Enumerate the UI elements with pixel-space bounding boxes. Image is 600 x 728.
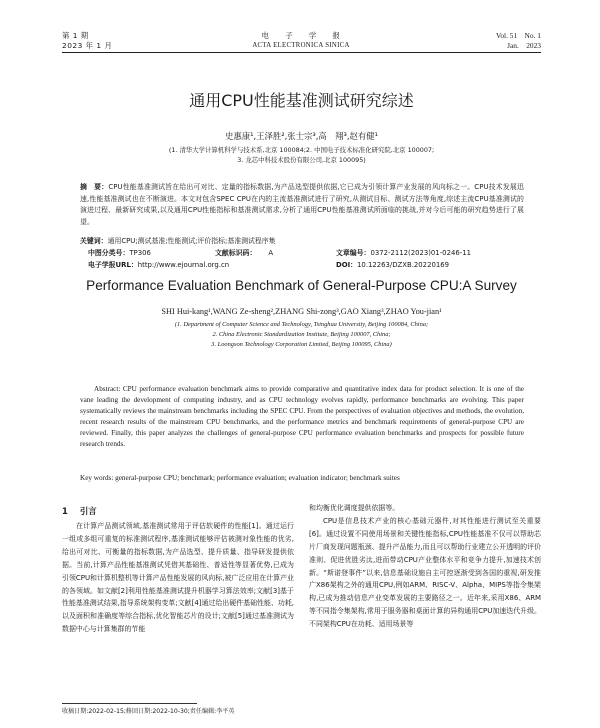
- paper-title-cn: 通用CPU性能基准测试研究综述: [189, 91, 414, 110]
- issue-number: 第 1 期: [62, 31, 89, 40]
- keywords-cn: [80, 236, 276, 246]
- doi: [336, 260, 449, 270]
- paper-title-en: Performance Evaluation Benchmark of General-Purpose CPU:A Survey: [86, 278, 517, 293]
- document-code-value: A: [268, 249, 274, 257]
- body-paragraph: CPU是信息技术产业的核心基础元器件,对其性能进行测试至关重要[6]。通过设置不同使用场景和关键性能指标,CPU性能基准不仅可以帮助芯片厂商发现问题瓶颈、提升产品能力,而且可以帮助行业建立公开透明的评价准则、促进优胜劣汰,进而带动CPU产业整体水平和竞争力提升,加速技术创新。“斯诺登事件”以来,信息基础设施自主可控逐渐受到各国的重视,研发推广X86架构之外的通用CPU,例如ARM、RISC-V、Alpha、MIPS等指令集架构,已成为推动信息产业变革发展的主要路径之一。近年来,采用X86、ARM等不同指令集架构,常用于服务器和桌面计算的异构通用CPU加速迭代升级。不同架构CPU在功耗、适用场景等: [309, 516, 541, 629]
- affiliation-en-line-3: 3. Loongson Technology Corporation Limited, Beijing 100095, China): [211, 341, 392, 348]
- abstract-en-label: Abstract:: [94, 385, 121, 393]
- section-number: 1: [62, 506, 68, 516]
- keywords-cn-text: 通用CPU;测试基准;性能测试;评价指标;基准测试程序集: [107, 237, 276, 245]
- affiliation-en-line-2: 2. China Electronic Standardization Institute, Beijing 100007, China;: [212, 331, 391, 338]
- authors-cn: 史惠康¹,王泽胜²,张士宗³,高 翔³,赵有健¹: [224, 131, 379, 141]
- document-code-label: 文献标识码：: [215, 249, 257, 257]
- issue-date: 2023 年 1 月: [62, 41, 113, 50]
- abstract-en-text: CPU performance evaluation benchmark aims to provide comparative and quantitative index data for product selection. It is one of the vane leading the development of computing industry, and as CPU technology evolves rapidly, performance benchmarks are evolving. This paper systematically reviews the mainstream benchmarks including the SPEC CPU. From the perspectives of evaluation objectives and methods, the evolution, recent research results of the mainstream CPU benchmarks, and the performance metrics and benchmark requirements of general-purpose CPU are reviewed. Finally, this paper analyzes the challenges of general-purpose CPU performance evaluation benchmarks and prospects for possible future research trends.: [80, 385, 524, 449]
- abstract-cn-text: CPU性能基准测试旨在给出可对比、定量的指标数据,为产品选型提供依据,它已成为引领计算产业发展的风向标之一。CPU技术发展迅速,性能基准测试也在不断演进。本文对包含SPEC CPU在内的主流基准测试进行了研究,从测试目标、测试方法等角度,综述主流CPU基准测试的演进过程、最新研究成果,以及通用CPU性能指标和基准测试需求,分析了通用CPU性能基准测试所面临的挑战,并对今后可能的研究趋势进行了展望。: [80, 183, 524, 226]
- clc-label: 中图分类号：: [88, 249, 130, 257]
- section-heading: [62, 506, 97, 517]
- authors-en: SHI Hui-kang¹,WANG Ze-sheng²,ZHANG Shi-zong³,GAO Xiang³,ZHAO You-jian¹: [161, 307, 442, 316]
- journal-name-cn: 电 子 学 报: [261, 31, 341, 40]
- clc-number: [88, 248, 151, 258]
- abstract-en: [80, 384, 524, 451]
- body-column-right: [309, 502, 541, 631]
- article-number-value: 0372-2112(2023)01-0246-11: [370, 249, 471, 257]
- keywords-en-text: general-purpose CPU; benchmark; performance evaluation; evaluation indicator; benchmark suites: [115, 474, 400, 482]
- footnote-rule: [62, 703, 197, 704]
- clc-value: TP306: [129, 249, 151, 257]
- journal-url-label: 电子学报URL：: [88, 261, 138, 269]
- abstract-cn: [80, 182, 524, 228]
- article-number: [336, 248, 471, 258]
- keywords-en-label: Key words:: [80, 474, 114, 482]
- section-title: 引言: [79, 506, 97, 516]
- doi-value[interactable]: 10.12263/DZXB.20220169: [357, 261, 449, 269]
- journal-url: [88, 260, 229, 270]
- body-paragraph-continued: 和均衡优化调度提供依据等。: [309, 504, 400, 512]
- volume-info: Vol. 51 No. 1: [495, 31, 541, 40]
- doi-label: DOI：: [336, 261, 358, 269]
- journal-name-en: ACTA ELECTRONICA SINICA: [252, 42, 350, 49]
- keywords-en: [80, 473, 524, 483]
- affiliation-cn-line-1: (1. 清华大学计算机科学与技术系,北京 100084;2. 中国电子技术标准化研究院,北京 100007;: [168, 146, 435, 154]
- received-date-footnote: 收稿日期:2022-02-15;修回日期:2022-10-30;责任编辑:李平英: [62, 708, 235, 715]
- issue-date-en: Jan. 2023: [507, 41, 541, 50]
- abstract-cn-label: 摘 要：: [80, 183, 109, 191]
- body-paragraph: 在计算产品测试领域,基准测试常用于评估软硬件的性能[1]。通过运行一组或多组可重复的标准测试程序,基准测试能够评估被测对象性能的优劣,给出可对比、可衡量的指标数据,为产品选型、提升质量、指导研发提供依据。当前,计算产品性能基准测试凭借其基础性、普适性等显著优势,已成为引领CPU和计算机整机等计算产品性能发展的风向标,被广泛应用在计算产业的各领域。如文献[2]利用性能基准测试提升机器学习算法效率;文献[3]基于性能基准测试结果,指导系统架构变革;文献[4]通过给出硬件基础性能、功耗,以及面积和准确度等综合指标,优化智能芯片的设计;文献[5]通过基准测试为数据中心与计算集群的节能: [62, 522, 294, 634]
- keywords-cn-label: 关键词：: [80, 237, 108, 245]
- affiliation-en-line-1: (1. Department of Computer Science and Technology, Tsinghua University, Beijing 100084, China;: [174, 321, 429, 328]
- body-column-left: [62, 520, 294, 636]
- document-code: [215, 248, 273, 258]
- article-number-label: 文章编号：: [336, 249, 371, 257]
- affiliation-cn-line-2: 3. 龙芯中科技术股份有限公司,北京 100095): [237, 156, 366, 164]
- header-rule: [62, 52, 541, 53]
- journal-url-value[interactable]: http://www.ejournal.org.cn: [137, 261, 230, 269]
